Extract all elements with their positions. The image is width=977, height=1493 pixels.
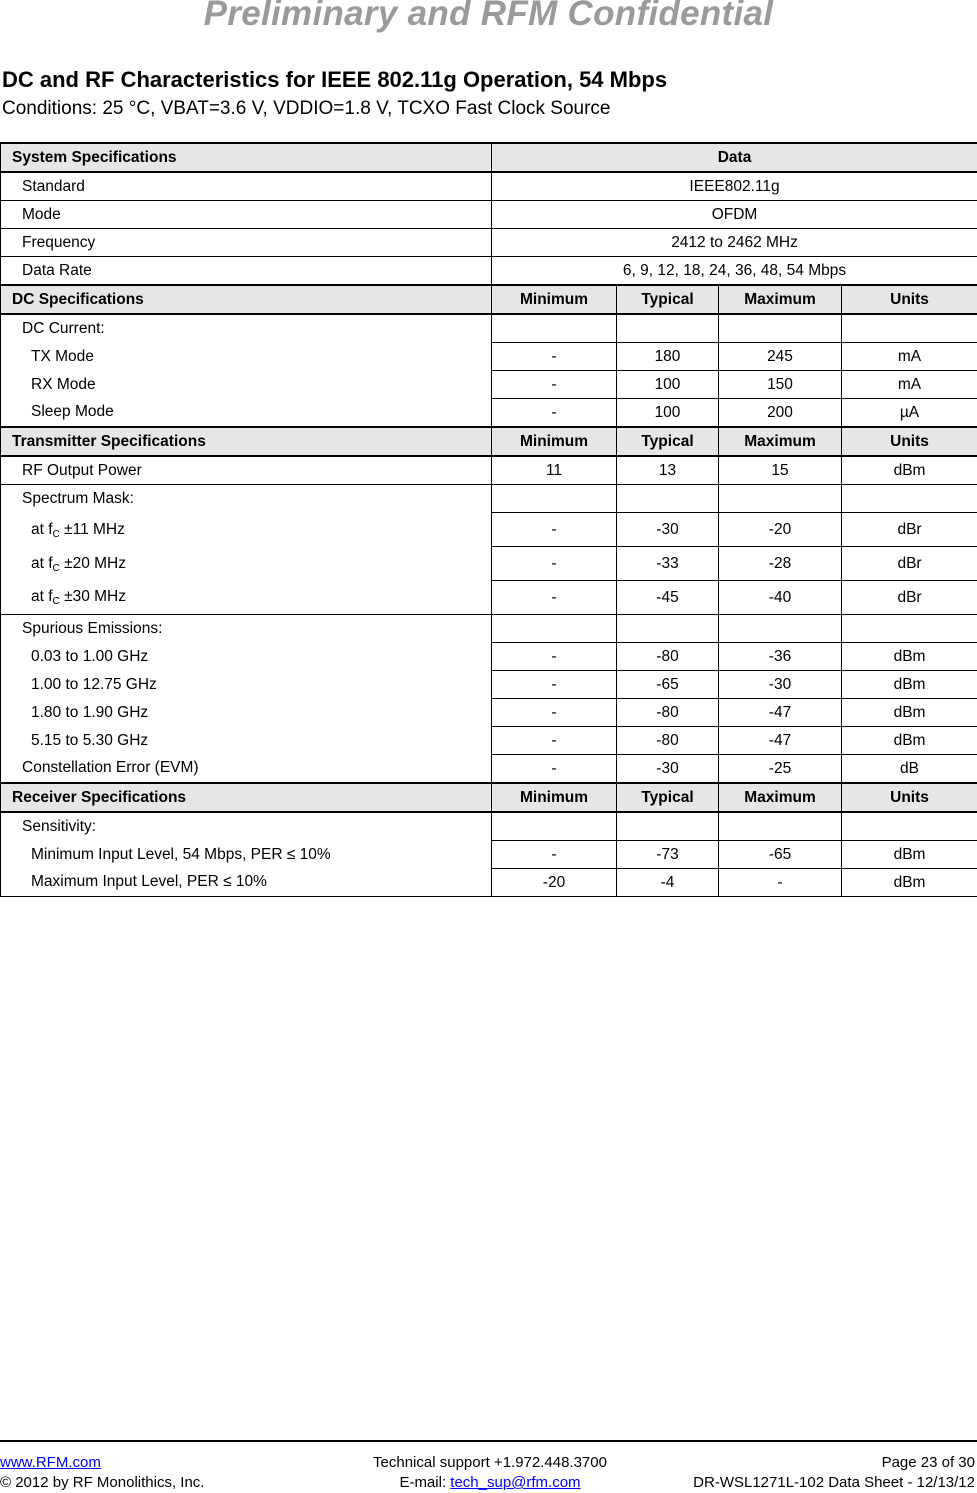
units-value: dBm [842, 727, 977, 755]
typ-value: -33 [617, 547, 719, 581]
footer-center [360, 1453, 620, 1493]
min-value: - [492, 671, 617, 699]
mask-prefix: at f [31, 521, 53, 538]
spec-table [0, 142, 977, 897]
tx-spec-header [1, 427, 977, 456]
table-row [1, 201, 977, 229]
typ-column-header: Typical [617, 285, 719, 314]
spec-label: Standard [1, 172, 492, 201]
spec-label: 0.03 to 1.00 GHz [1, 643, 492, 671]
max-value: -40 [719, 581, 842, 615]
table-row [1, 581, 977, 615]
table-row [1, 869, 977, 897]
tx-spec-title: Transmitter Specifications [1, 427, 492, 456]
mask-prefix: at f [31, 588, 53, 605]
data-column-header: Data [492, 143, 977, 172]
group-label: DC Current: [1, 314, 492, 343]
mask-subscript: C [53, 563, 60, 574]
typ-value: 13 [617, 456, 719, 485]
spec-label [1, 581, 492, 615]
table-row [1, 172, 977, 201]
typ-value: -80 [617, 727, 719, 755]
units-value: dBr [842, 581, 977, 615]
units-column-header: Units [842, 427, 977, 456]
document-id: DR-WSL1271L-102 Data Sheet - 12/13/12 [693, 1473, 975, 1493]
table-row [1, 314, 977, 343]
support-phone: Technical support +1.972.448.3700 [360, 1453, 620, 1473]
typ-value: -80 [617, 643, 719, 671]
max-column-header: Maximum [719, 285, 842, 314]
min-value: - [492, 371, 617, 399]
max-value: -47 [719, 699, 842, 727]
spec-label: RX Mode [1, 371, 492, 399]
typ-value: -30 [617, 755, 719, 784]
max-value: 15 [719, 456, 842, 485]
spec-label: Data Rate [1, 257, 492, 286]
typ-value: -73 [617, 841, 719, 869]
mask-offset: ±11 MHz [60, 521, 125, 538]
max-column-header: Maximum [719, 427, 842, 456]
units-value: mA [842, 371, 977, 399]
section-title: DC and RF Characteristics for IEEE 802.11g Operation, 54 Mbps [2, 67, 667, 93]
spec-label: Sleep Mode [1, 399, 492, 428]
max-value: -36 [719, 643, 842, 671]
typ-value: -45 [617, 581, 719, 615]
table-row [1, 257, 977, 286]
min-value: - [492, 841, 617, 869]
spec-value: IEEE802.11g [492, 172, 977, 201]
test-conditions: Conditions: 25 °C, VBAT=3.6 V, VDDIO=1.8 V, TCXO Fast Clock Source [2, 98, 611, 120]
typ-value: 180 [617, 343, 719, 371]
min-column-header: Minimum [492, 783, 617, 812]
typ-value: 100 [617, 399, 719, 428]
table-row [1, 643, 977, 671]
footer-left [0, 1453, 204, 1493]
min-value: - [492, 513, 617, 547]
rx-spec-header [1, 783, 977, 812]
min-value: - [492, 547, 617, 581]
units-column-header: Units [842, 783, 977, 812]
units-value: dBm [842, 456, 977, 485]
units-value: dBm [842, 671, 977, 699]
table-row [1, 547, 977, 581]
min-value: - [492, 643, 617, 671]
spec-label: 1.00 to 12.75 GHz [1, 671, 492, 699]
max-value: -65 [719, 841, 842, 869]
footer-right [693, 1453, 975, 1493]
typ-value: -30 [617, 513, 719, 547]
table-row [1, 755, 977, 784]
min-value: - [492, 699, 617, 727]
website-link[interactable]: www.RFM.com [0, 1454, 101, 1471]
spec-label: RF Output Power [1, 456, 492, 485]
units-value: dBm [842, 643, 977, 671]
typ-value: -65 [617, 671, 719, 699]
table-row [1, 371, 977, 399]
spec-label: 5.15 to 5.30 GHz [1, 727, 492, 755]
mask-offset: ±20 MHz [60, 555, 126, 572]
dc-spec-title: DC Specifications [1, 285, 492, 314]
min-value: - [492, 581, 617, 615]
table-row [1, 671, 977, 699]
max-value: -47 [719, 727, 842, 755]
units-value: µA [842, 399, 977, 428]
group-label: Spurious Emissions: [1, 615, 492, 643]
spec-value: OFDM [492, 201, 977, 229]
page-number: Page 23 of 30 [693, 1453, 975, 1473]
table-row [1, 812, 977, 841]
copyright-text: © 2012 by RF Monolithics, Inc. [0, 1473, 204, 1493]
mask-subscript: C [53, 596, 60, 607]
max-value: -30 [719, 671, 842, 699]
min-column-header: Minimum [492, 427, 617, 456]
spec-label: TX Mode [1, 343, 492, 371]
group-label: Sensitivity: [1, 812, 492, 841]
max-value: 200 [719, 399, 842, 428]
table-row [1, 727, 977, 755]
spec-label [1, 513, 492, 547]
min-value: - [492, 755, 617, 784]
mask-offset: ±30 MHz [60, 588, 126, 605]
spec-label: 1.80 to 1.90 GHz [1, 699, 492, 727]
table-row [1, 485, 977, 513]
min-value: - [492, 343, 617, 371]
dc-spec-header [1, 285, 977, 314]
typ-value: -4 [617, 869, 719, 897]
units-value: mA [842, 343, 977, 371]
units-value: dBm [842, 699, 977, 727]
rx-spec-title: Receiver Specifications [1, 783, 492, 812]
units-value: dBm [842, 869, 977, 897]
table-row [1, 399, 977, 428]
table-row [1, 343, 977, 371]
spec-label: Frequency [1, 229, 492, 257]
table-row [1, 229, 977, 257]
max-value: -28 [719, 547, 842, 581]
max-value: 150 [719, 371, 842, 399]
typ-column-header: Typical [617, 427, 719, 456]
typ-column-header: Typical [617, 783, 719, 812]
min-value: - [492, 727, 617, 755]
spec-label [1, 547, 492, 581]
min-value: - [492, 399, 617, 428]
table-row [1, 699, 977, 727]
email-link[interactable]: tech_sup@rfm.com [450, 1474, 580, 1491]
max-value: 245 [719, 343, 842, 371]
table-row [1, 841, 977, 869]
spec-label: Maximum Input Level, PER ≤ 10% [1, 869, 492, 897]
units-column-header: Units [842, 285, 977, 314]
min-value: 11 [492, 456, 617, 485]
spec-label: Constellation Error (EVM) [1, 755, 492, 784]
spec-value: 6, 9, 12, 18, 24, 36, 48, 54 Mbps [492, 257, 977, 286]
min-column-header: Minimum [492, 285, 617, 314]
typ-value: -80 [617, 699, 719, 727]
max-value: - [719, 869, 842, 897]
group-label: Spectrum Mask: [1, 485, 492, 513]
typ-value: 100 [617, 371, 719, 399]
spec-label: Mode [1, 201, 492, 229]
system-spec-title: System Specifications [1, 143, 492, 172]
max-value: -25 [719, 755, 842, 784]
mask-subscript: C [53, 529, 60, 540]
footer-divider [0, 1440, 977, 1442]
max-value: -20 [719, 513, 842, 547]
table-row [1, 615, 977, 643]
units-value: dB [842, 755, 977, 784]
table-row [1, 456, 977, 485]
units-value: dBm [842, 841, 977, 869]
mask-prefix: at f [31, 555, 53, 572]
email-label: E-mail: [399, 1474, 450, 1491]
min-value: -20 [492, 869, 617, 897]
max-column-header: Maximum [719, 783, 842, 812]
spec-label: Minimum Input Level, 54 Mbps, PER ≤ 10% [1, 841, 492, 869]
system-spec-header [1, 143, 977, 172]
units-value: dBr [842, 513, 977, 547]
table-row [1, 513, 977, 547]
spec-value: 2412 to 2462 MHz [492, 229, 977, 257]
confidential-watermark: Preliminary and RFM Confidential [0, 0, 977, 34]
units-value: dBr [842, 547, 977, 581]
